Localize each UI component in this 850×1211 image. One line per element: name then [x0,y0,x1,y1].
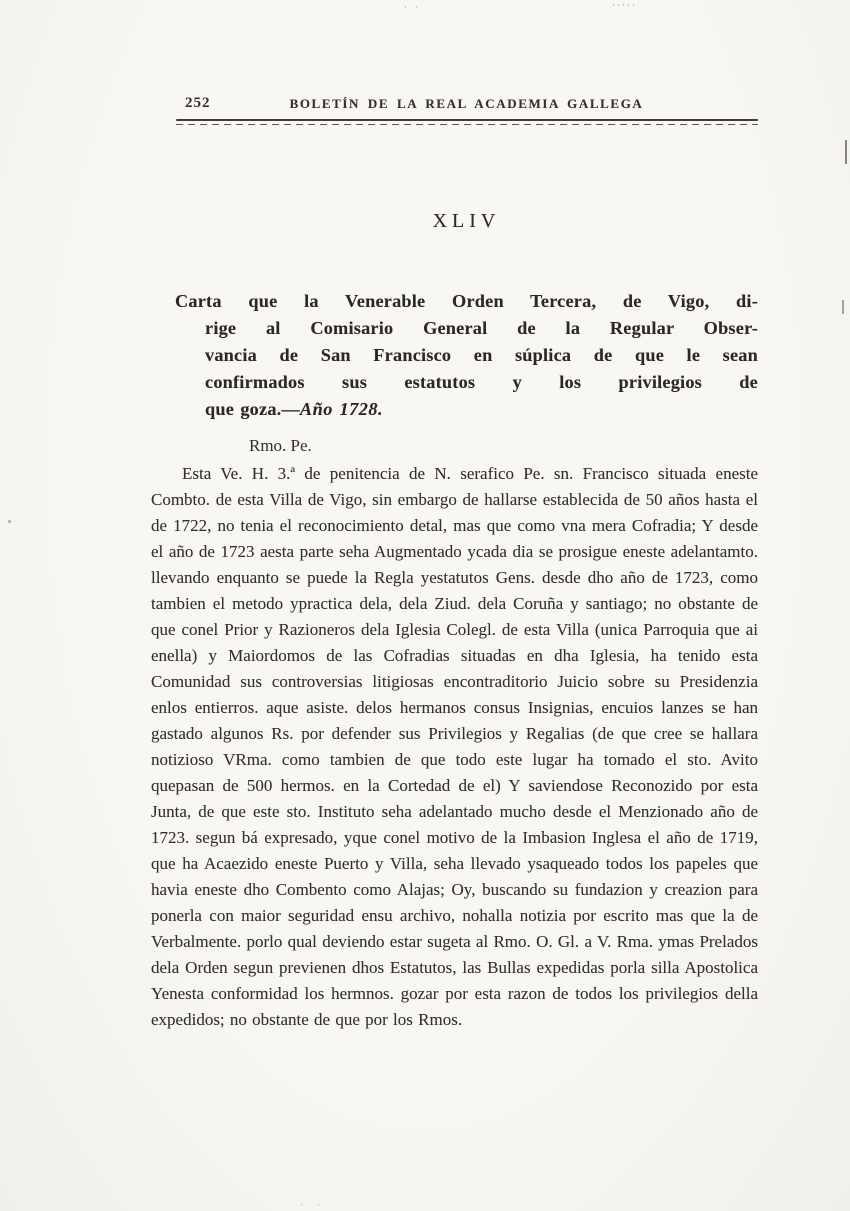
scan-artifact-dots: ····· [612,0,637,10]
title-line: vancia de San Francisco en súplica de que le sean [205,345,758,365]
section-numeral: XLIV [432,210,501,232]
title-closing-text: que goza.— [205,399,300,419]
header-rule [176,119,758,125]
journal-title: BOLETÍN DE LA REAL ACADEMIA GALLEGA [289,96,644,111]
document-title [175,288,758,423]
header-rule-dashed [176,124,758,125]
page-number: 252 [185,95,211,111]
title-line: rige al Comisario General de la Regular Obser- [205,318,758,338]
header-rule-solid [176,119,758,121]
scan-artifact-speck [8,520,11,523]
scan-artifact-tick [845,140,847,164]
scan-artifact-dots: · · [300,1200,327,1210]
scan-artifact-dots: · · [404,2,422,12]
salutation: Rmo. Pe. [249,436,312,455]
title-date: Año 1728. [299,399,384,419]
title-line: Carta que la Venerable Orden Tercera, de Vigo, di- [175,291,758,311]
scan-artifact-tick [842,300,844,314]
title-line-last [205,396,758,423]
running-header [175,95,758,113]
letter-body: Esta Ve. H. 3.ª de penitencia de N. serafico Pe. sn. Francisco situada eneste Combto. de esta Villa de Vigo, sin embargo de hallarse establecida de 50 años hasta el de 1722, no tenia el reconocimiento detal, mas que como vna mera Cofradia; Y desde el año de 1723 aesta parte seha Augmentado ycada dia se prosigue eneste adelantamto. llevando enquanto se puede la Regla yestatutos Gens. desde dho año de 1723, como tambien el metodo ypractica dela, dela Ziud. dela Coruña y santiago; no obstante de que conel Prior y Razioneros dela Iglesia Colegl. de esta Villa (unica Parroquia que ai enella) y Maiordomos de las Cofradias situadas en dha Iglesia, ha tenido esta Comunidad sus controversias litigiosas encontraditorio Juicio sobre su Presidenzia enlos entierros. aque asiste. delos hermanos consus Insignias, encuios lanzes se han gastado algunos Rs. por defender sus Privilegios y Regalias (de que cree se hallara notizioso VRma. como tambien de que todo este lugar ha tomado el sto. Avito quepasan de 500 hermos. en la Cortedad de el) Y saviendose Reconozido por esta Junta, de que este sto. Instituto seha adelantado mucho desde el Menzionado año de 1723. segun bá expresado, yque conel motivo de la Imbasion Inglesa el año de 1719, que ha Acaezido eneste Puerto y Villa, seha llevado ysaqueado todos los papeles que havia eneste dho Combento como Alajas; Oy, buscando su fundazion y creazion para ponerla con maior seguridad ensu archivo, nohalla notizia por escrito mas que la de Verbalmente. porlo qual deviendo estar sugeta al Rmo. O. Gl. a V. Rma. ymas Prelados dela Orden segun previenen dhos Estatutos, las Bullas expedidas porla silla Apostolica Yenesta conformidad los hermnos. gozar por esta razon de todos los privilegios della expedidos; no obstante de que por los Rmos. [151,464,758,1029]
title-line: confirmados sus estatutos y los privilegios de [205,372,758,392]
